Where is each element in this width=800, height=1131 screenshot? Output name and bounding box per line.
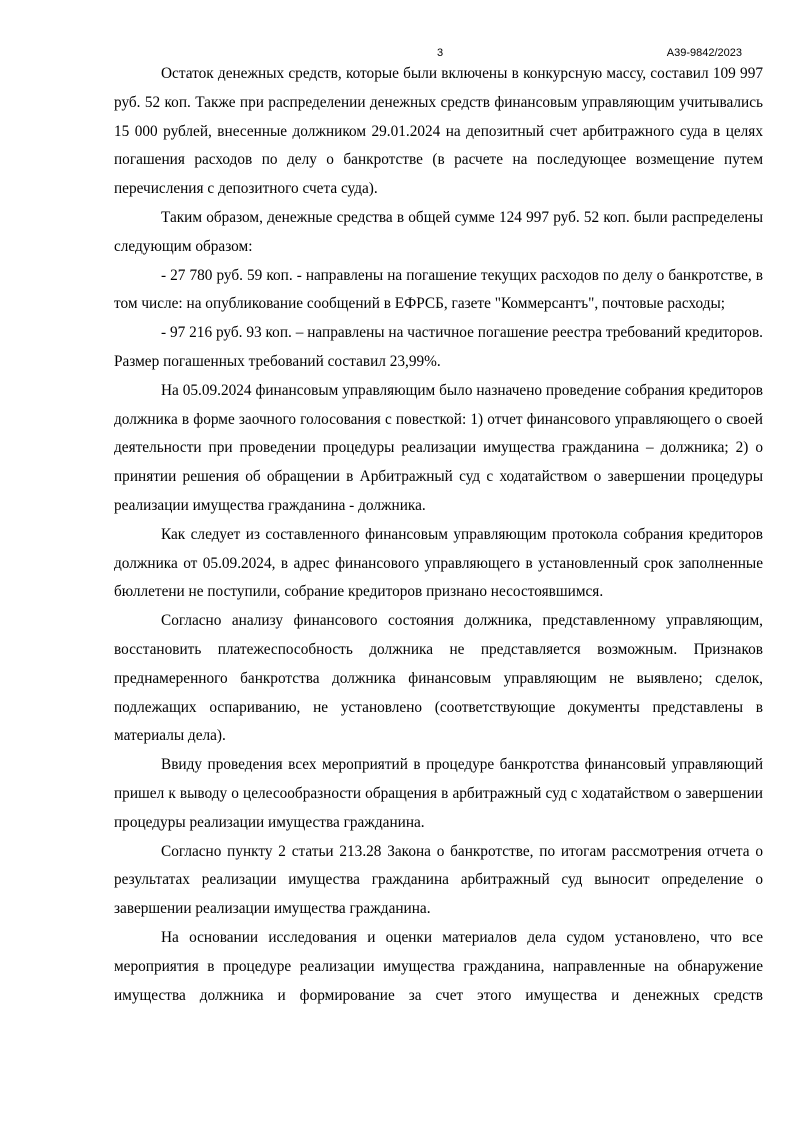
paragraph-registry-repayment: - 97 216 руб. 93 коп. – направлены на частичное погашение реестра требований кредиторов. Размер погашенных требований составил 23,99%. [114, 324, 763, 370]
paragraph-law-reference: Согласно пункту 2 статьи 213.28 Закона о банкротстве, по итогам рассмотрения отчета о результатах реализации имущества гражданина арбитражный суд выносит определение о завершении реализации имущества гражданина. [114, 842, 763, 918]
paragraph-distribution-intro: Таким образом, денежные средства в общей сумме 124 997 руб. 52 коп. были распределены следующим образом: [114, 208, 763, 255]
paragraph-court-findings: На основании исследования и оценки материалов дела судом установлено, что все мероприятия в процедуре реализации имущества гражданина, направленные на обнаружение имущества должника и формирование за счет этого имущества и денежных средств [114, 928, 763, 1004]
case-number: А39-9842/2023 [666, 47, 742, 59]
paragraph-manager-conclusion: Ввиду проведения всех мероприятий в процедуре банкротства финансовый управляющий пришел к выводу о целесообразности обращения в арбитражный суд с ходатайством о завершении процедуры реализации имущества гражданина. [114, 756, 763, 831]
paragraph-meeting-protocol: Как следует из составленного финансовым управляющим протокола собрания кредиторов должника от 05.09.2024, в адрес финансового управляющего в установленный срок заполненные бюллетени не поступили, собрание кредиторов признано несостоявшимся. [114, 525, 763, 601]
paragraph-financial-analysis: Согласно анализу финансового состояния должника, представленному управляющим, восстановить платежеспособность должника не представляется возможным. Признаков преднамеренного банкротства должника финансовым управляющим не выявлено; сделок, подлежащих оспариванию, не установлено (соответствующие документы представлены в материалы дела). [114, 612, 763, 745]
paragraph-remaining-funds: Остаток денежных средств, которые были включены в конкурсную массу, составил 109 997 руб. 52 коп. Также при распределении денежных средств финансовым управляющим учитывались 15 000 рублей, внесенные должником 29.01.2024 на депозитный счет арбитражного суда в целях погашения расходов по делу о банкротстве (в расчете на последующее возмещение путем перечисления с депозитного счета суда). [114, 65, 763, 198]
paragraph-current-expenses: - 27 780 руб. 59 коп. - направлены на погашение текущих расходов по делу о банкротстве, в том числе: на опубликование сообщений в ЕФРСБ, газете "Коммерсантъ", почтовые расходы; [114, 266, 763, 313]
document-body [114, 60, 763, 1010]
page-number: 3 [436, 47, 444, 59]
paragraph-creditors-meeting: На 05.09.2024 финансовым управляющим было назначено проведение собрания кредиторов должника в форме заочного голосования с повесткой: 1) отчет финансового управляющего о своей деятельности при проведении процедуры реализации имущества гражданина – должника; 2) о принятии решения об обращении в Арбитражный суд с ходатайством о завершении процедуры реализации имущества гражданина - должника. [114, 381, 763, 514]
